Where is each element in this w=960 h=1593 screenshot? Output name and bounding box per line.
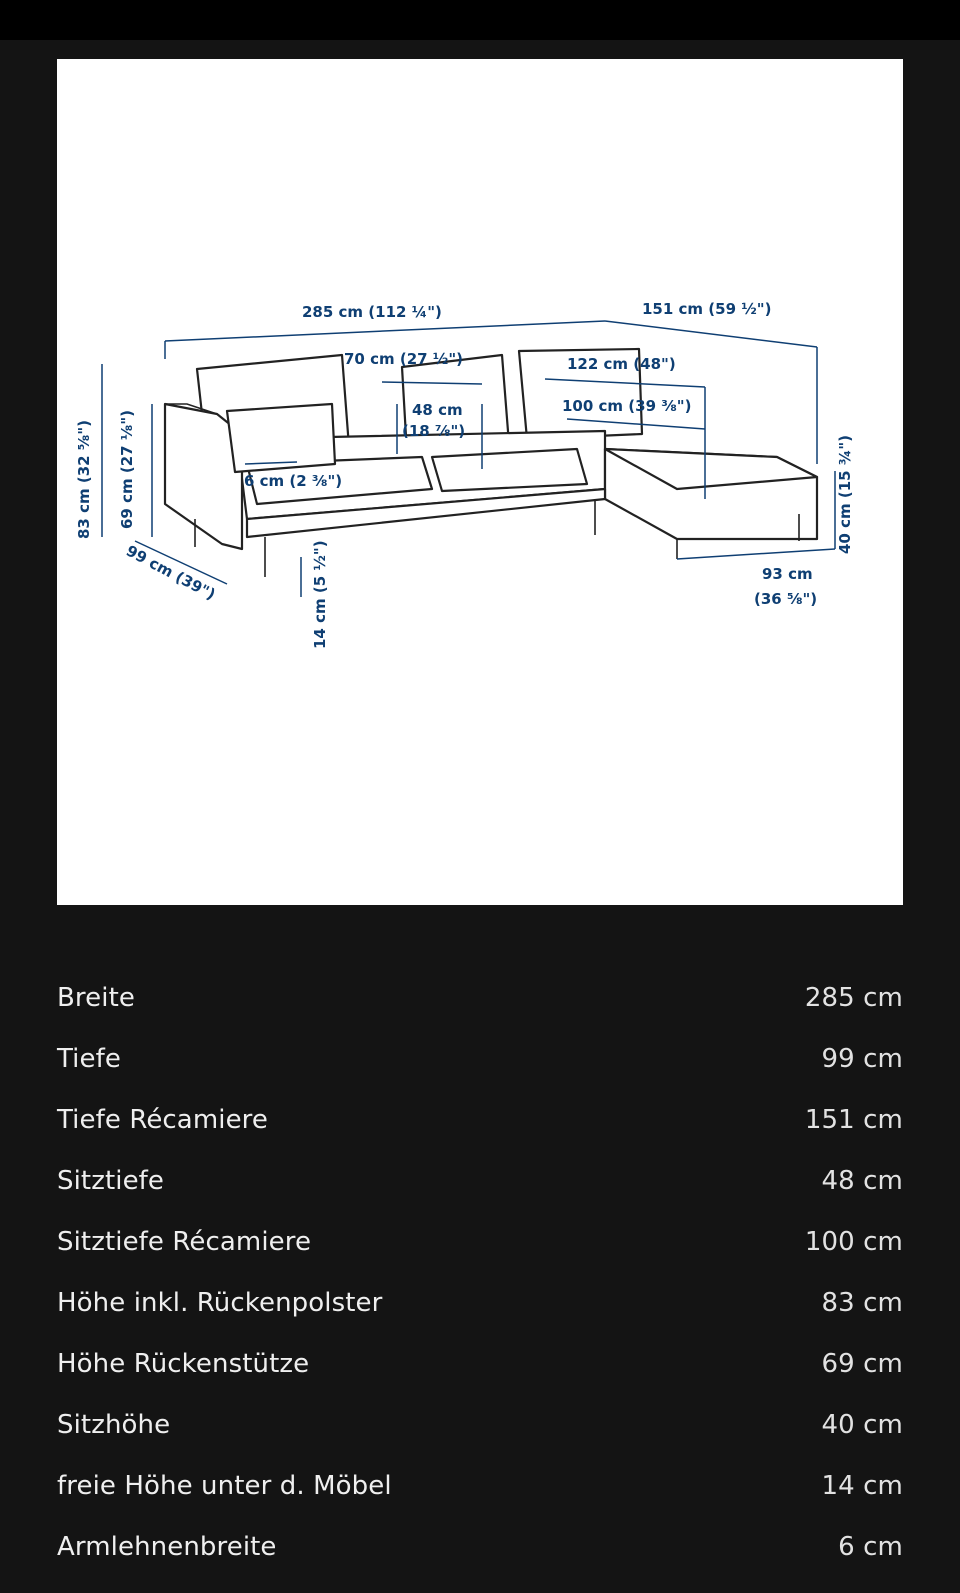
spec-value: 285 cm [804, 982, 903, 1013]
dimension-spec-list [57, 967, 903, 1577]
spec-label: Breite [57, 982, 135, 1013]
spec-row-hoehe-inkl-rueckenpolster [57, 1272, 903, 1333]
spec-label: freie Höhe unter d. Möbel [57, 1470, 392, 1501]
spec-value: 151 cm [804, 1104, 903, 1135]
spec-label: Höhe Rückenstütze [57, 1348, 310, 1379]
dim-width-total: 285 cm (112 ¼") [302, 303, 442, 321]
spec-row-freie-hoehe [57, 1455, 903, 1516]
spec-row-hoehe-rueckenstuetze [57, 1333, 903, 1394]
dim-seat-height: 40 cm (15 ¾") [836, 435, 854, 554]
sofa-drawing [57, 59, 903, 905]
dim-height-total: 83 cm (32 ⅝") [75, 420, 93, 539]
dim-chaise-depth: 151 cm (59 ½") [642, 300, 772, 318]
spec-row-breite [57, 967, 903, 1028]
spec-value: 14 cm [821, 1470, 903, 1501]
dim-seat-depth: 48 cm [412, 401, 463, 419]
spec-row-sitzhoehe [57, 1394, 903, 1455]
spec-value: 69 cm [821, 1348, 903, 1379]
spec-row-tiefe-recamiere [57, 1089, 903, 1150]
spec-label: Armlehnenbreite [57, 1531, 277, 1562]
spec-value: 40 cm [821, 1409, 903, 1440]
spec-row-sitztiefe [57, 1150, 903, 1211]
spec-value: 83 cm [821, 1287, 903, 1318]
dim-chaise-length: 122 cm (48") [567, 355, 676, 373]
spec-label: Sitztiefe [57, 1165, 165, 1196]
spec-label: Sitztiefe Récamiere [57, 1226, 312, 1257]
spec-value: 6 cm [838, 1531, 903, 1562]
spec-value: 99 cm [821, 1043, 903, 1074]
dim-clearance: 14 cm (5 ½") [311, 540, 329, 649]
top-bar [0, 0, 960, 40]
spec-label: Tiefe Récamiere [57, 1104, 268, 1135]
spec-row-sitztiefe-recamiere [57, 1211, 903, 1272]
spec-label: Höhe inkl. Rückenpolster [57, 1287, 383, 1318]
spec-value: 48 cm [821, 1165, 903, 1196]
spec-label: Tiefe [57, 1043, 121, 1074]
dim-seat-depth-inches: (18 ⅞") [402, 422, 466, 440]
spec-label: Sitzhöhe [57, 1409, 171, 1440]
dim-depth: 99 cm (39") [123, 541, 219, 604]
spec-value: 100 cm [804, 1226, 903, 1257]
dim-chaise-width: 93 cm [762, 565, 813, 583]
dim-chaise-seat-depth: 100 cm (39 ⅜") [562, 397, 692, 415]
dimension-diagram[interactable] [57, 59, 903, 905]
spec-row-armlehnenbreite [57, 1516, 903, 1577]
dim-height-back: 69 cm (27 ⅛") [118, 410, 136, 529]
dim-back-cushion-width: 70 cm (27 ½") [344, 350, 463, 368]
spec-row-tiefe [57, 1028, 903, 1089]
dim-chaise-width-inches: (36 ⅝") [754, 590, 818, 608]
dim-armrest-width: 6 cm (2 ⅜") [244, 472, 343, 490]
